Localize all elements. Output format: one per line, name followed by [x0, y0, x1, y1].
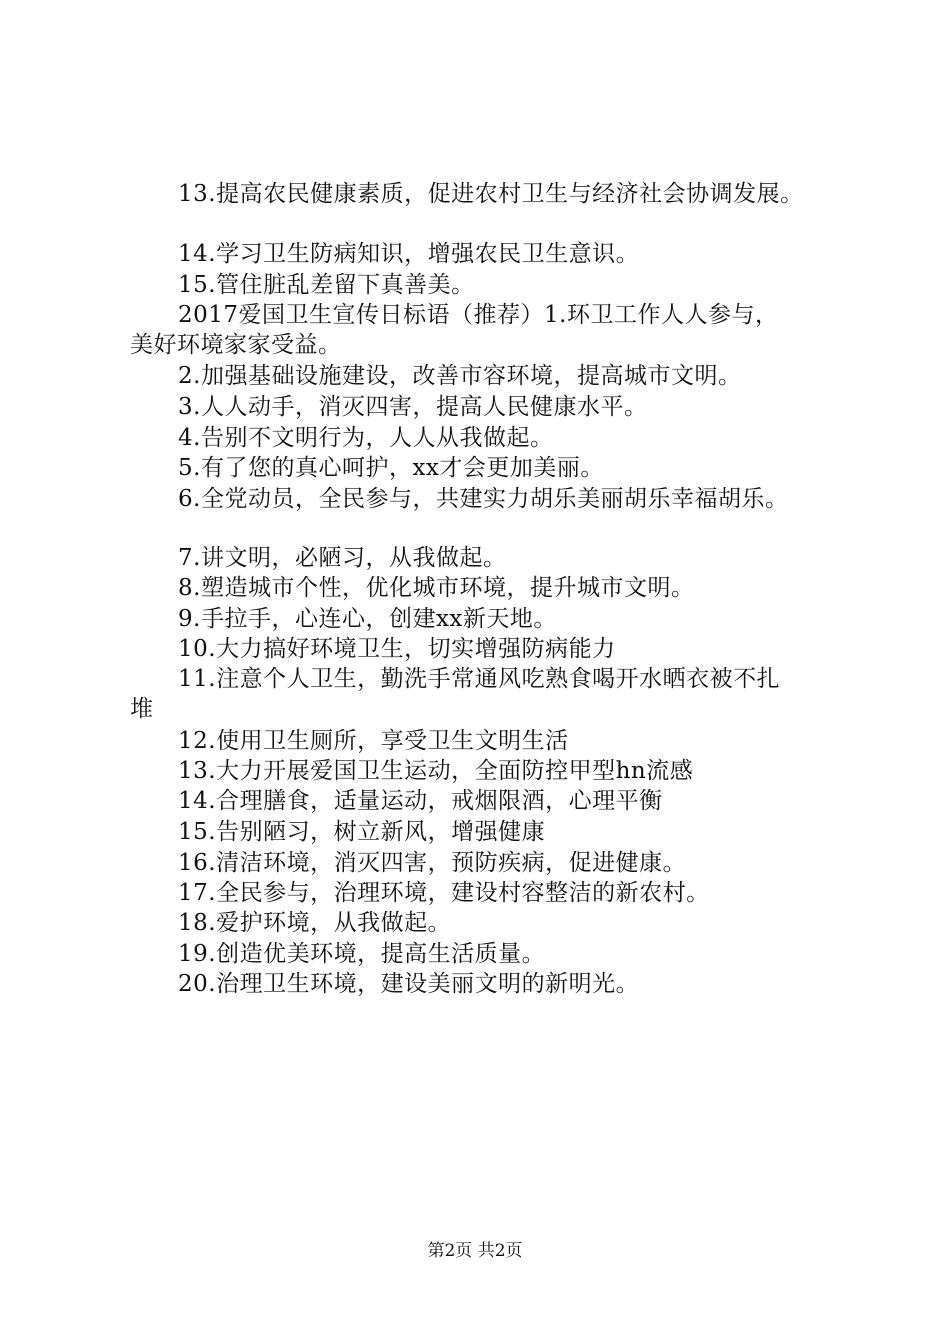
text-line: 17.全民参与，治理环境，建设村容整洁的新农村。	[178, 880, 710, 906]
text-line: 7.讲文明，必陋习，从我做起。	[178, 545, 507, 571]
text-line: 15.告别陋习，树立新风，增强健康	[178, 819, 546, 845]
text-line: 8.塑造城市个性，优化城市环境，提升城市文明。	[178, 575, 695, 601]
text-line: 20.治理卫生环境，建设美丽文明的新明光。	[178, 971, 640, 997]
text-line: 16.清洁环境，消灭四害，预防疾病，促进健康。	[178, 850, 687, 876]
text-line: 3.人人动手，消灭四害，提高人民健康水平。	[178, 394, 648, 420]
text-line: 18.爱护环境，从我做起。	[178, 910, 452, 936]
text-line: 美好环境家家受益。	[130, 332, 342, 358]
text-line: 2.加强基础设施建设，改善市容环境，提高城市文明。	[178, 363, 742, 389]
text-line: 13.大力开展爱国卫生运动，全面防控甲型hn流感	[178, 758, 694, 784]
text-line: 10.大力搞好环境卫生，切实增强防病能力	[178, 636, 616, 662]
text-line: 9.手拉手，心连心，创建xx新天地。	[178, 606, 557, 632]
text-line: 13.提高农民健康素质，促进农村卫生与经济社会协调发展。	[178, 181, 804, 207]
text-line: 15.管住脏乱差留下真善美。	[178, 272, 475, 298]
text-line: 11.注意个人卫生，勤洗手常通风吃熟食喝开水晒衣被不扎	[178, 666, 781, 692]
text-line: 12.使用卫生厕所，享受卫生文明生活	[178, 728, 569, 754]
text-line: 14.合理膳食，适量运动，戒烟限酒，心理平衡	[178, 788, 663, 814]
page-footer: 第2页 共2页	[427, 1241, 523, 1261]
text-line: 5.有了您的真心呵护，xx才会更加美丽。	[178, 455, 604, 481]
text-line: 堆	[130, 696, 154, 722]
text-line: 14.学习卫生防病知识，增强农民卫生意识。	[178, 241, 640, 267]
text-line: 2017爱国卫生宣传日标语（推荐）1.环卫工作人人参与，	[178, 302, 779, 328]
text-line: 4.告别不文明行为，人人从我做起。	[178, 425, 554, 451]
text-line: 19.创造优美环境，提高生活质量。	[178, 941, 546, 967]
text-line: 6.全党动员，全民参与，共建实力胡乐美丽胡乐幸福胡乐。	[178, 486, 789, 512]
